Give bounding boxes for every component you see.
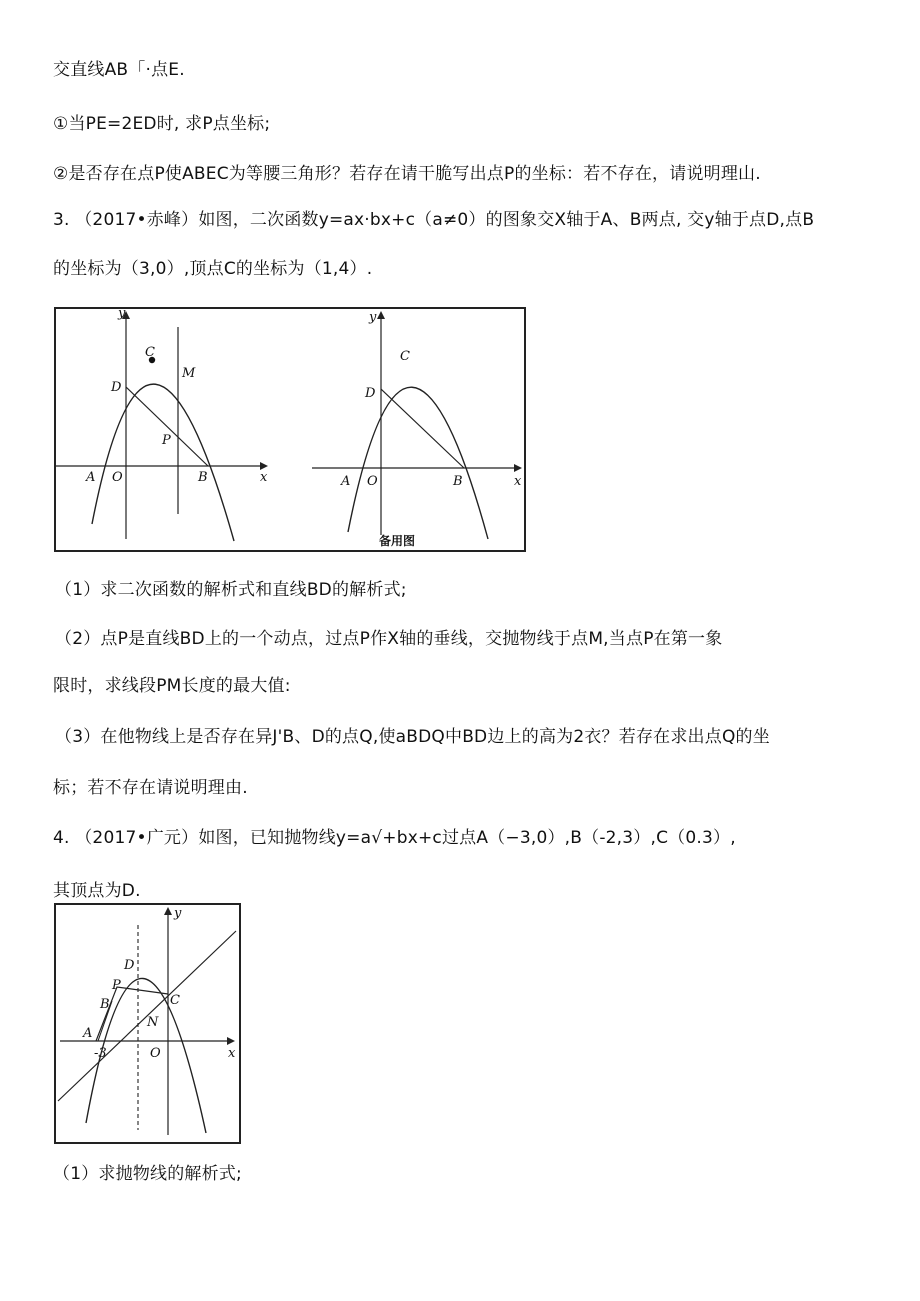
text-line-1: 交直线AB「·点E. — [53, 60, 185, 80]
fig2-label-minus3: -3 — [94, 1046, 107, 1061]
right-x-arrow — [514, 464, 522, 472]
figure-1-parabola-graphs — [54, 307, 526, 552]
fig2-y-arrow — [164, 907, 172, 915]
fig2-label-o: O — [150, 1046, 161, 1061]
fig2-label-d: D — [124, 958, 135, 973]
right-label-o: O — [367, 474, 378, 489]
fig2-y-label: y — [174, 906, 182, 921]
text-line-6: （1）求二次函数的解析式和直线BD的解析式; — [55, 580, 407, 600]
spare-figure-caption: 备用图 — [379, 534, 416, 548]
right-label-b: B — [453, 474, 463, 489]
left-label-m: M — [182, 366, 196, 381]
left-label-b: B — [198, 470, 208, 485]
fig2-label-b: B — [100, 997, 110, 1012]
left-line-bd — [126, 387, 208, 466]
fig2-label-c: C — [170, 993, 180, 1008]
right-y-arrow — [377, 311, 385, 319]
left-x-label: x — [260, 470, 268, 485]
text-line-9: （3）在他物线上是否存在异J'B、D的点Q,使aBDQ中BD边上的高为2衣？若存在求出点Q的坐 — [55, 727, 770, 747]
right-graph — [312, 310, 522, 548]
text-line-8: 限时，求线段PM长度的最大值: — [53, 676, 291, 696]
text-line-13: （1）求抛物线的解析式; — [53, 1164, 242, 1184]
fig2-label-n: N — [147, 1015, 159, 1030]
text-line-3: ②是否存在点P使ABEC为等腰三角形？若存在请干脆写出点P的坐标：若不存在，请说明理山. — [53, 164, 761, 184]
left-graph — [56, 309, 268, 541]
fig2-x-arrow — [227, 1037, 235, 1045]
left-label-a: A — [86, 470, 96, 485]
left-parabola — [92, 384, 234, 541]
right-label-d: D — [365, 386, 376, 401]
right-parabola — [348, 387, 488, 539]
fig2-x-label: x — [228, 1046, 236, 1061]
text-line-2: ①当PE=2ED时, 求P点坐标; — [53, 114, 271, 134]
figure-2-svg — [56, 905, 239, 1142]
left-label-p: P — [162, 433, 171, 448]
text-line-4: 3. （2017•赤峰）如图，二次函数y=ax·bx+c（a≠0）的图象交X轴于A、B两点, 交y轴于点D,点B — [53, 210, 815, 230]
left-label-d: D — [111, 380, 122, 395]
figure-2-parabola-graph — [54, 903, 241, 1144]
figure-1-svg — [56, 309, 524, 550]
left-x-arrow — [260, 462, 268, 470]
right-label-c: C — [400, 349, 410, 364]
left-label-c: C — [145, 345, 155, 360]
right-line-bd — [381, 389, 464, 468]
fig2-label-a: A — [83, 1026, 93, 1041]
text-line-11: 4. （2017•广元）如图，已知抛物线y=a√+bx+c过点A（−3,0）,B（-2,3）,C（0.3）, — [53, 828, 736, 848]
text-line-5: 的坐标为（3,0）,顶点C的坐标为（1,4）. — [53, 259, 373, 279]
right-label-a: A — [341, 474, 351, 489]
left-y-label: y — [118, 309, 126, 321]
left-label-o: O — [112, 470, 123, 485]
text-line-12: 其顶点为D. — [53, 881, 141, 901]
fig2-label-p: P — [112, 978, 121, 993]
text-line-7: （2）点P是直线BD上的一个动点，过点P作X轴的垂线，交抛物线于点M,当点P在第一象 — [55, 629, 723, 649]
right-x-label: x — [514, 474, 522, 489]
text-line-10: 标；若不存在请说明理由. — [53, 778, 248, 798]
right-y-label: y — [369, 310, 377, 325]
